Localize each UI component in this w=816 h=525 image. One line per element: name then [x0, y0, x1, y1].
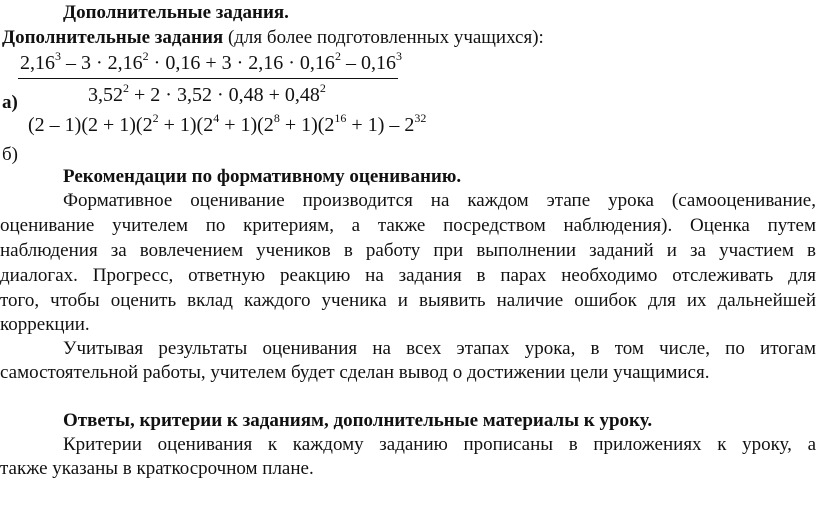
task-b-label: б) [2, 144, 18, 165]
task-a-denominator: $3,52^2 + 2 \cdot 3,52 \cdot 0,48 + 0,48^2$ [88, 81, 326, 106]
text-line: наблюдения за вовлечением учеников в работу при выполнении заданий и за участием в [0, 240, 816, 261]
extra-tasks-title: Дополнительные задания [2, 27, 224, 48]
extra-tasks-note: (для более подготовленных учащихся): [223, 27, 544, 48]
text-line: Формативное оценивание производится на каждом этапе урока (самооценивание, [63, 190, 816, 211]
task-a-label: а) [2, 92, 18, 113]
task-a-fraction-bar [18, 78, 398, 79]
text-line: Учитывая результаты оценивания на всех этапах урока, в том числе, по итогам [63, 338, 816, 359]
text-line: того, чтобы оценить вклад каждого ученика и выявить наличие ошибок для их дальнейшей [0, 290, 816, 311]
text-line: оценивание учителем по критериям, а также посредством наблюдения). Оценка путем [0, 215, 816, 236]
recommendations-title: Рекомендации по формативному оцениванию. [63, 166, 462, 187]
task-a-numerator: $2,16^3 - 3 \cdot 2,16^2 \cdot 0,16 + 3 \cdot 2,16 \cdot 0,16^2 - 0,16^3$ [20, 49, 402, 74]
text-line: самостоятельной работы, учителем будет сделан вывод о достижении цели учащимися. [0, 362, 710, 383]
text-line: коррекции. [0, 314, 90, 335]
text-line: диалогах. Прогресс, ответную реакцию на задания в парах необходимо отслеживать для [0, 265, 816, 286]
answers-title: Ответы, критерии к заданиям, дополнительные материалы к уроку. [63, 410, 653, 431]
extra-tasks-line [2, 27, 544, 49]
task-b-expression: $(2 - 1)(2 + 1)(2^2 + 1)(2^4 + 1)(2^8 + 1)(2^{16} + 1) - 2^{32}$ [28, 111, 427, 136]
text-line: Критерии оценивания к каждому заданию прописаны в приложениях к уроку, а [63, 434, 816, 455]
main-heading: Дополнительные задания. [63, 2, 289, 23]
text-line: также указаны в краткосрочном плане. [0, 458, 314, 479]
